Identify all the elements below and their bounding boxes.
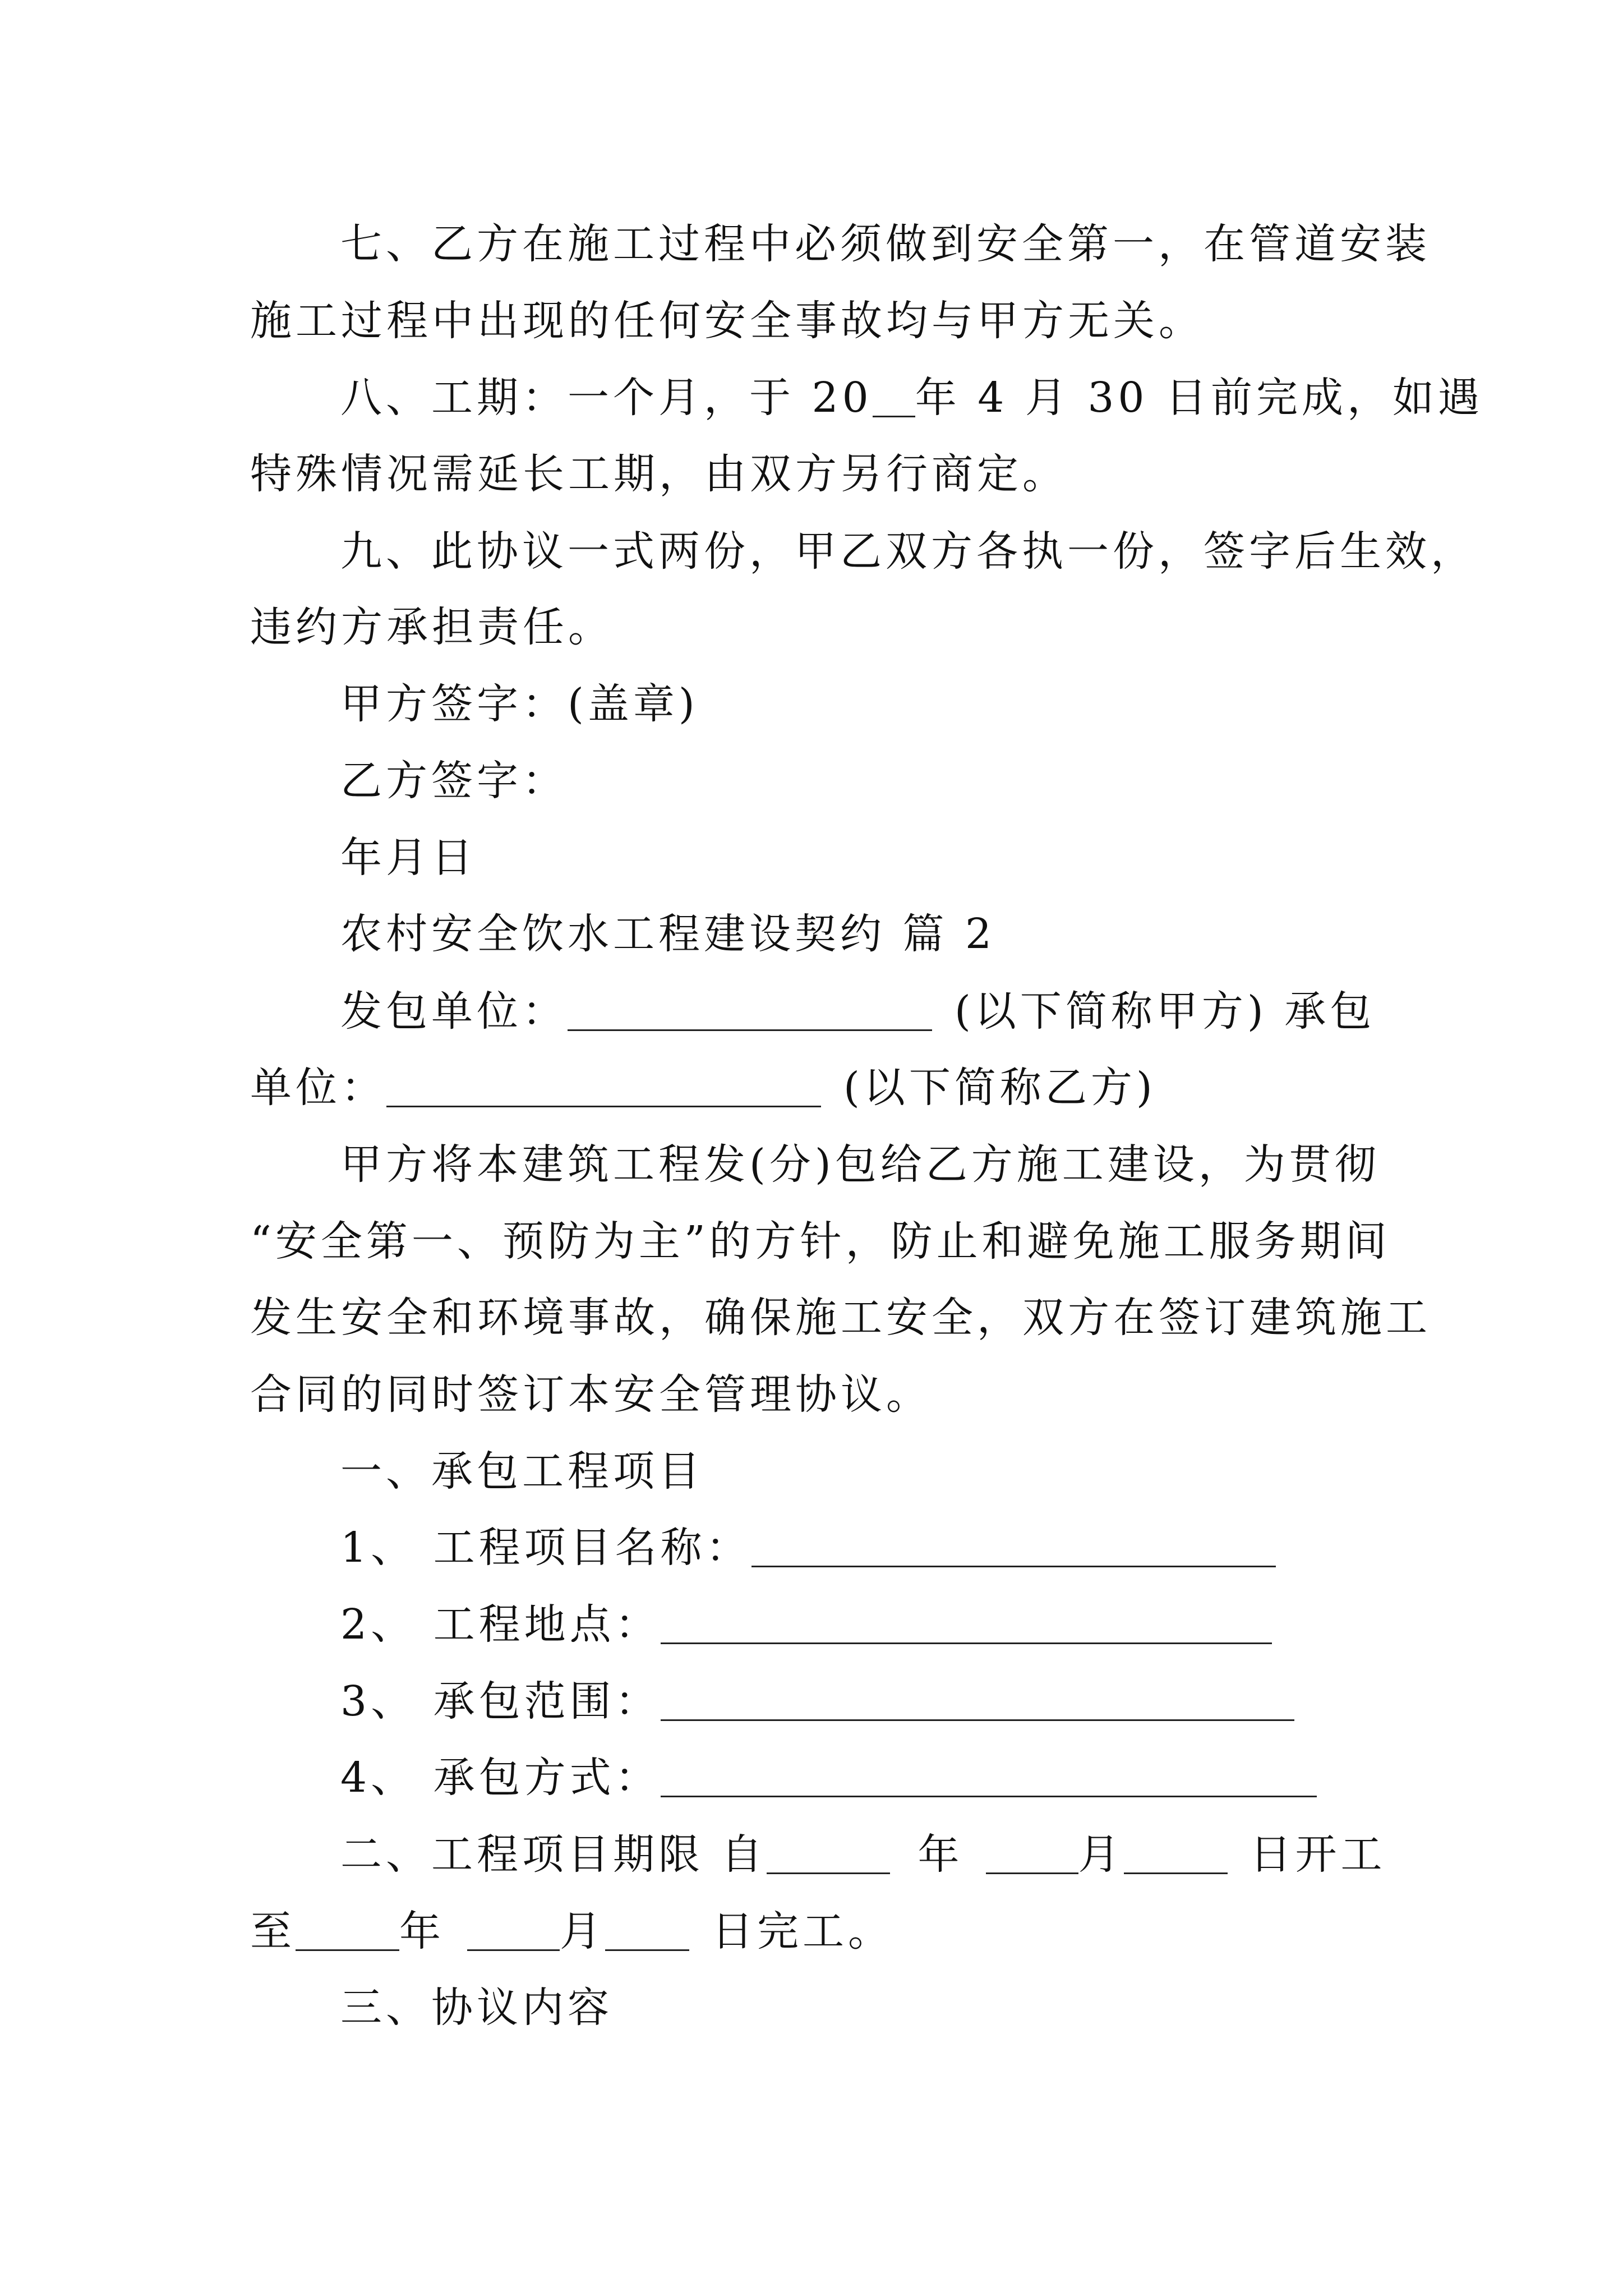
section-title: 农村安全饮水工程建设契约 篇 2 <box>340 910 996 958</box>
end-label: 至 <box>250 1907 296 1955</box>
contractor-a-blank[interactable] <box>568 993 932 1031</box>
item-1-blank[interactable] <box>751 1530 1276 1567</box>
intro-line-1: 甲方将本建筑工程发(分)包给乙方施工建设，为贯彻 <box>340 1140 1380 1189</box>
item-3-line <box>340 1677 1294 1726</box>
heading-2-label: 二、工程项目期限 自 <box>340 1830 767 1879</box>
clause-8-text-b: 年 4 月 30 日前完成，如遇 <box>915 374 1484 422</box>
intro-line-2: “安全第一、预防为主”的方针，防止和避免施工服务期间 <box>250 1217 1391 1266</box>
party-a-signature: 甲方签字：(盖章) <box>340 680 699 728</box>
clause-8-line-2: 特殊情况需延长工期，由双方另行商定。 <box>250 450 1068 498</box>
clause-7-line-1: 七、乙方在施工过程中必须做到安全第一，在管道安装 <box>340 220 1431 268</box>
clause-9-line-2: 违约方承担责任。 <box>250 603 614 651</box>
contractor-a-note: (以下简称甲方) 承包 <box>955 987 1376 1036</box>
start-day-blank[interactable] <box>1124 1837 1228 1874</box>
contractor-b-note: (以下简称乙方) <box>843 1064 1156 1112</box>
intro-line-4: 合同的同时签订本安全管理协议。 <box>250 1370 932 1419</box>
heading-2-line <box>340 1830 1386 1879</box>
start-month-unit: 月 <box>1078 1830 1124 1879</box>
clause-8-text-a: 八、工期：一个月，于 20 <box>340 374 873 422</box>
contractor-b-blank[interactable] <box>386 1070 821 1107</box>
item-3-blank[interactable] <box>661 1683 1294 1721</box>
item-3-label: 3、 承包范围： <box>340 1677 661 1726</box>
start-year-unit: 年 <box>917 1830 963 1879</box>
heading-3: 三、协议内容 <box>340 1984 613 2032</box>
start-month-blank[interactable] <box>986 1837 1078 1874</box>
item-2-label: 2、 工程地点： <box>340 1600 661 1649</box>
end-month-unit: 月 <box>560 1907 605 1955</box>
item-4-blank[interactable] <box>661 1760 1317 1797</box>
clause-7-line-2: 施工过程中出现的任何安全事故均与甲方无关。 <box>250 297 1204 345</box>
start-day-unit: 日开工 <box>1249 1830 1386 1879</box>
signature-date: 年月日 <box>340 834 477 882</box>
end-date-line <box>250 1907 893 1955</box>
start-year-blank[interactable] <box>767 1837 890 1874</box>
end-month-blank[interactable] <box>467 1913 560 1951</box>
year-blank[interactable] <box>873 380 915 417</box>
item-4-line <box>340 1754 1317 1802</box>
item-4-label: 4、 承包方式： <box>340 1754 661 1802</box>
contractor-a-label: 发包单位： <box>340 987 568 1036</box>
heading-1: 一、承包工程项目 <box>340 1447 704 1496</box>
end-day-blank[interactable] <box>605 1913 689 1951</box>
item-1-label: 1、 工程项目名称： <box>340 1524 751 1572</box>
item-1-line <box>340 1524 1276 1572</box>
item-2-line <box>340 1600 1272 1649</box>
end-year-blank[interactable] <box>296 1913 399 1951</box>
contractor-a-line <box>340 987 1376 1036</box>
item-2-blank[interactable] <box>661 1607 1272 1644</box>
end-day-unit: 日完工。 <box>712 1907 893 1955</box>
intro-line-3: 发生安全和环境事故，确保施工安全，双方在签订建筑施工 <box>250 1294 1431 1342</box>
clause-9-line-1: 九、此协议一式两份，甲乙双方各执一份，签字后生效， <box>340 527 1476 576</box>
clause-8-line-1 <box>340 374 1484 422</box>
end-year-unit: 年 <box>399 1907 445 1955</box>
contractor-b-line <box>250 1064 1156 1112</box>
contractor-b-label: 单位： <box>250 1064 386 1112</box>
party-b-signature: 乙方签字： <box>340 757 568 805</box>
